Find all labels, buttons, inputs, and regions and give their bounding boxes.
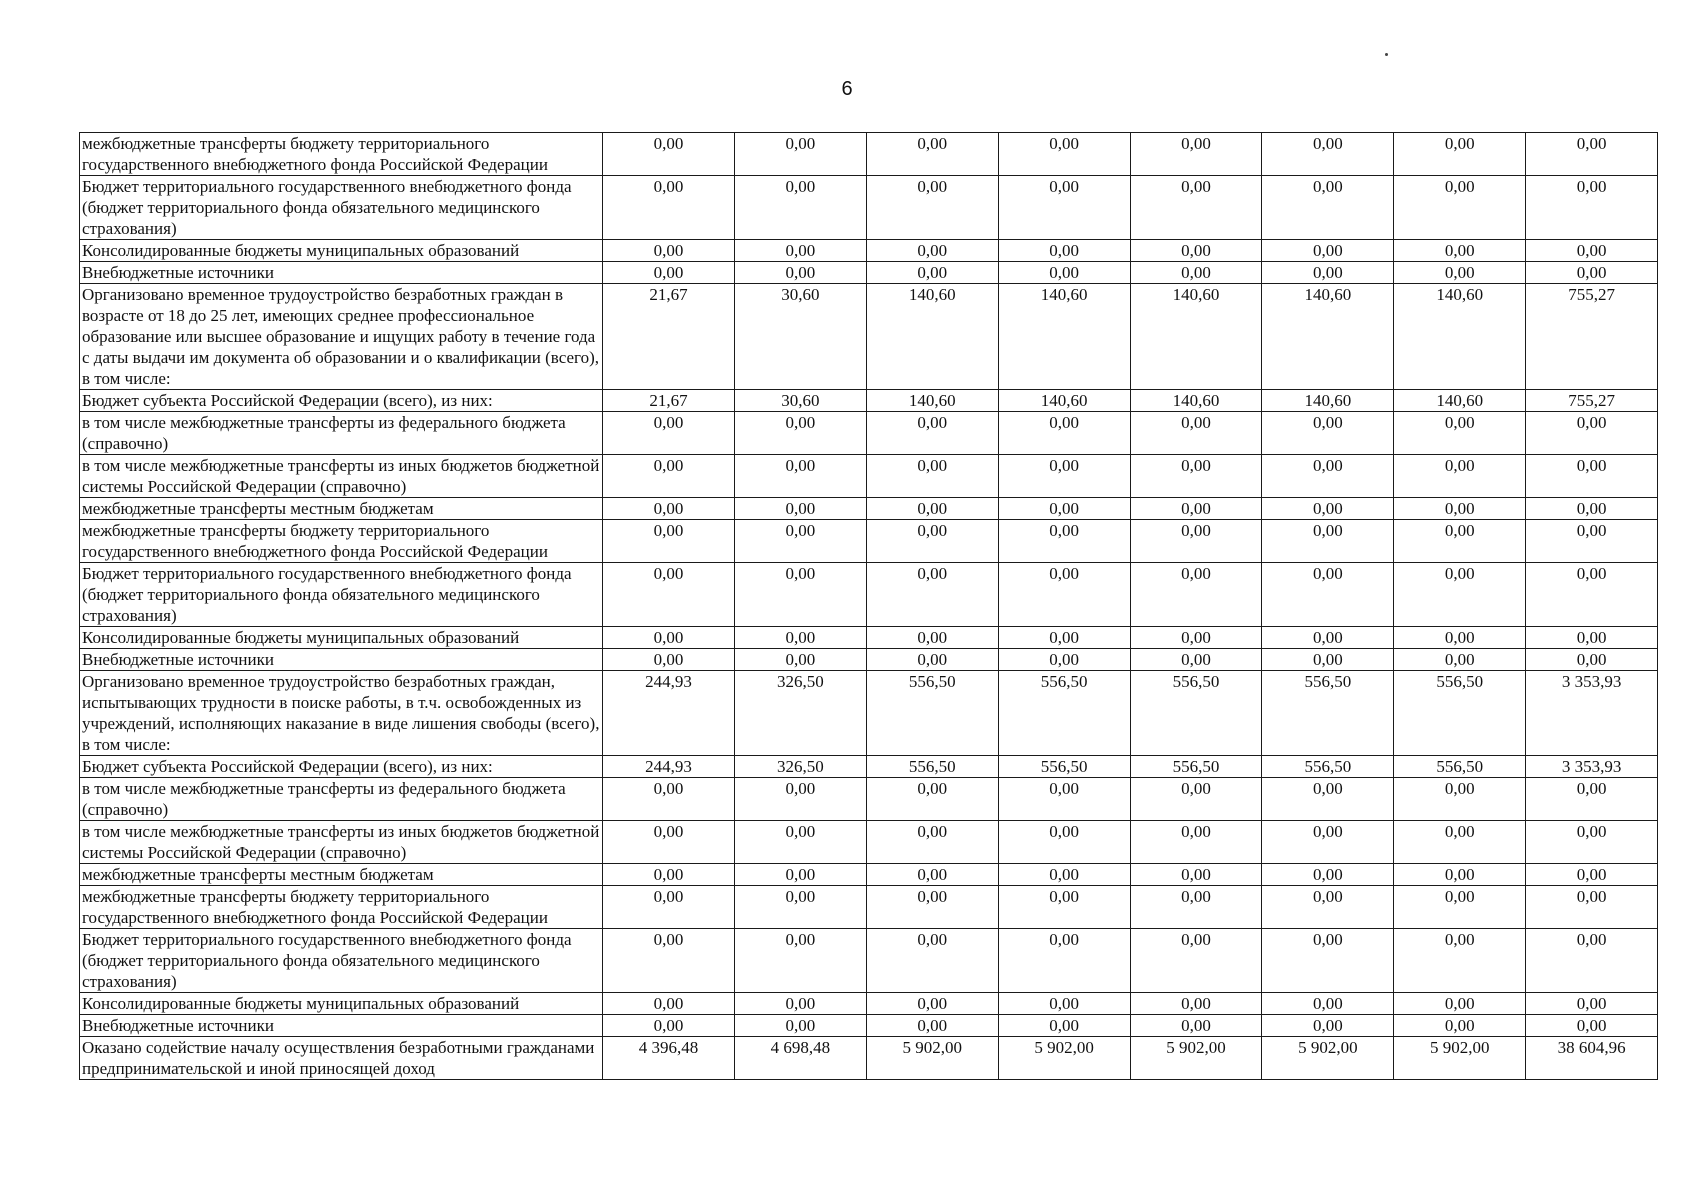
value-cell: 0,00 [603, 649, 735, 671]
table-row [80, 455, 1658, 498]
value-cell: 0,00 [734, 1015, 866, 1037]
value-cell: 0,00 [1394, 455, 1526, 498]
value-cell: 0,00 [1262, 520, 1394, 563]
row-label: Организовано временное трудоустройство безработных граждан в возрасте от 18 до 25 лет, имеющих среднее профессиональное образование или высшее образование и ищущих работу в течение года с даты выдачи им документа об образовании и о квалификации (всего), в том числе: [80, 284, 603, 390]
value-cell: 0,00 [1526, 262, 1658, 284]
value-cell: 0,00 [1262, 627, 1394, 649]
value-cell: 0,00 [1130, 649, 1262, 671]
value-cell: 0,00 [1526, 864, 1658, 886]
value-cell: 755,27 [1526, 284, 1658, 390]
value-cell: 3 353,93 [1526, 671, 1658, 756]
value-cell: 0,00 [1526, 778, 1658, 821]
value-cell: 0,00 [1394, 929, 1526, 993]
value-cell: 0,00 [998, 821, 1130, 864]
value-cell: 0,00 [603, 498, 735, 520]
row-label: в том числе межбюджетные трансферты из иных бюджетов бюджетной системы Российской Федерации (справочно) [80, 821, 603, 864]
value-cell: 140,60 [998, 390, 1130, 412]
value-cell: 0,00 [603, 778, 735, 821]
value-cell: 0,00 [734, 993, 866, 1015]
row-label: Консолидированные бюджеты муниципальных образований [80, 627, 603, 649]
value-cell: 0,00 [1130, 133, 1262, 176]
row-label: межбюджетные трансферты бюджету территориального государственного внебюджетного фонда Российской Федерации [80, 133, 603, 176]
value-cell: 556,50 [866, 756, 998, 778]
row-label: Консолидированные бюджеты муниципальных образований [80, 993, 603, 1015]
value-cell: 0,00 [1262, 821, 1394, 864]
value-cell: 0,00 [1130, 821, 1262, 864]
value-cell: 0,00 [1130, 778, 1262, 821]
value-cell: 30,60 [734, 390, 866, 412]
row-label: Бюджет территориального государственного внебюджетного фонда (бюджет территориального фонда обязательного медицинского страхования) [80, 929, 603, 993]
value-cell: 0,00 [603, 520, 735, 563]
value-cell: 0,00 [1394, 563, 1526, 627]
table-row [80, 520, 1658, 563]
value-cell: 0,00 [1394, 133, 1526, 176]
value-cell: 0,00 [1130, 886, 1262, 929]
value-cell: 0,00 [998, 262, 1130, 284]
value-cell: 0,00 [1394, 993, 1526, 1015]
value-cell: 5 902,00 [866, 1037, 998, 1080]
row-label: Организовано временное трудоустройство безработных граждан, испытывающих трудности в поиске работы, в т.ч. освобожденных из учреждений, исполняющих наказание в виде лишения свободы (всего), в том числе: [80, 671, 603, 756]
value-cell: 0,00 [998, 455, 1130, 498]
value-cell: 0,00 [866, 133, 998, 176]
value-cell: 0,00 [1262, 498, 1394, 520]
value-cell: 0,00 [1130, 455, 1262, 498]
value-cell: 0,00 [1394, 412, 1526, 455]
value-cell: 0,00 [1394, 1015, 1526, 1037]
value-cell: 0,00 [866, 627, 998, 649]
value-cell: 0,00 [1394, 627, 1526, 649]
value-cell: 4 396,48 [603, 1037, 735, 1080]
value-cell: 140,60 [866, 284, 998, 390]
value-cell: 0,00 [734, 778, 866, 821]
value-cell: 0,00 [998, 929, 1130, 993]
budget-table [79, 132, 1658, 1080]
value-cell: 0,00 [734, 262, 866, 284]
value-cell: 0,00 [734, 520, 866, 563]
value-cell: 21,67 [603, 390, 735, 412]
value-cell: 0,00 [1394, 821, 1526, 864]
value-cell: 0,00 [1130, 1015, 1262, 1037]
value-cell: 0,00 [734, 649, 866, 671]
value-cell: 0,00 [866, 176, 998, 240]
row-label: в том числе межбюджетные трансферты из иных бюджетов бюджетной системы Российской Федерации (справочно) [80, 455, 603, 498]
value-cell: 0,00 [603, 412, 735, 455]
row-label: межбюджетные трансферты местным бюджетам [80, 864, 603, 886]
row-label: Бюджет территориального государственного внебюджетного фонда (бюджет территориального фонда обязательного медицинского страхования) [80, 176, 603, 240]
value-cell: 0,00 [1526, 498, 1658, 520]
table-row [80, 390, 1658, 412]
row-label: Консолидированные бюджеты муниципальных образований [80, 240, 603, 262]
value-cell: 0,00 [998, 993, 1130, 1015]
value-cell: 0,00 [734, 929, 866, 993]
value-cell: 0,00 [1262, 262, 1394, 284]
value-cell: 0,00 [1262, 929, 1394, 993]
value-cell: 0,00 [1262, 778, 1394, 821]
value-cell: 556,50 [1130, 671, 1262, 756]
table-row [80, 284, 1658, 390]
value-cell: 0,00 [1130, 176, 1262, 240]
table-row [80, 929, 1658, 993]
value-cell: 0,00 [866, 1015, 998, 1037]
value-cell: 0,00 [1394, 520, 1526, 563]
value-cell: 0,00 [1526, 133, 1658, 176]
value-cell: 0,00 [998, 176, 1130, 240]
value-cell: 0,00 [1262, 412, 1394, 455]
table-row [80, 262, 1658, 284]
value-cell: 0,00 [1526, 1015, 1658, 1037]
value-cell: 0,00 [998, 240, 1130, 262]
value-cell: 556,50 [1394, 671, 1526, 756]
table-row [80, 240, 1658, 262]
scan-speck [1385, 53, 1388, 56]
row-label: межбюджетные трансферты бюджету территориального государственного внебюджетного фонда Российской Федерации [80, 886, 603, 929]
value-cell: 21,67 [603, 284, 735, 390]
value-cell: 140,60 [1262, 284, 1394, 390]
value-cell: 0,00 [603, 627, 735, 649]
value-cell: 0,00 [1130, 240, 1262, 262]
value-cell: 140,60 [1130, 390, 1262, 412]
table-row [80, 498, 1658, 520]
value-cell: 0,00 [1262, 133, 1394, 176]
value-cell: 4 698,48 [734, 1037, 866, 1080]
value-cell: 0,00 [1526, 821, 1658, 864]
value-cell: 0,00 [603, 133, 735, 176]
value-cell: 326,50 [734, 671, 866, 756]
value-cell: 0,00 [1526, 455, 1658, 498]
value-cell: 0,00 [866, 563, 998, 627]
table-row [80, 627, 1658, 649]
value-cell: 0,00 [1130, 520, 1262, 563]
table-row [80, 1015, 1658, 1037]
value-cell: 0,00 [1394, 778, 1526, 821]
value-cell: 0,00 [866, 262, 998, 284]
value-cell: 556,50 [866, 671, 998, 756]
value-cell: 0,00 [1262, 240, 1394, 262]
value-cell: 556,50 [998, 671, 1130, 756]
value-cell: 0,00 [1526, 929, 1658, 993]
value-cell: 0,00 [734, 864, 866, 886]
value-cell: 0,00 [734, 821, 866, 864]
value-cell: 38 604,96 [1526, 1037, 1658, 1080]
value-cell: 0,00 [866, 412, 998, 455]
value-cell: 0,00 [734, 498, 866, 520]
value-cell: 0,00 [866, 778, 998, 821]
value-cell: 3 353,93 [1526, 756, 1658, 778]
value-cell: 0,00 [1526, 412, 1658, 455]
row-label: в том числе межбюджетные трансферты из федерального бюджета (справочно) [80, 778, 603, 821]
value-cell: 0,00 [1130, 993, 1262, 1015]
value-cell: 244,93 [603, 756, 735, 778]
value-cell: 0,00 [1262, 563, 1394, 627]
value-cell: 0,00 [603, 455, 735, 498]
value-cell: 0,00 [1394, 262, 1526, 284]
value-cell: 0,00 [1130, 498, 1262, 520]
value-cell: 0,00 [1130, 929, 1262, 993]
value-cell: 0,00 [998, 864, 1130, 886]
value-cell: 0,00 [1262, 1015, 1394, 1037]
value-cell: 0,00 [1526, 627, 1658, 649]
value-cell: 0,00 [1262, 176, 1394, 240]
value-cell: 556,50 [1262, 756, 1394, 778]
value-cell: 556,50 [1262, 671, 1394, 756]
value-cell: 0,00 [998, 498, 1130, 520]
value-cell: 0,00 [998, 133, 1130, 176]
value-cell: 0,00 [603, 1015, 735, 1037]
value-cell: 0,00 [603, 240, 735, 262]
value-cell: 5 902,00 [1262, 1037, 1394, 1080]
value-cell: 0,00 [1130, 864, 1262, 886]
value-cell: 5 902,00 [1130, 1037, 1262, 1080]
value-cell: 140,60 [1262, 390, 1394, 412]
table-row [80, 133, 1658, 176]
value-cell: 0,00 [1526, 649, 1658, 671]
row-label: Внебюджетные источники [80, 649, 603, 671]
value-cell: 556,50 [1130, 756, 1262, 778]
budget-table-body [80, 133, 1658, 1080]
value-cell: 0,00 [734, 563, 866, 627]
value-cell: 0,00 [1394, 649, 1526, 671]
value-cell: 0,00 [603, 886, 735, 929]
row-label: в том числе межбюджетные трансферты из федерального бюджета (справочно) [80, 412, 603, 455]
value-cell: 0,00 [998, 627, 1130, 649]
value-cell: 0,00 [1262, 864, 1394, 886]
value-cell: 0,00 [1394, 498, 1526, 520]
value-cell: 5 902,00 [998, 1037, 1130, 1080]
value-cell: 0,00 [603, 176, 735, 240]
table-row [80, 649, 1658, 671]
table-row [80, 756, 1658, 778]
value-cell: 0,00 [603, 864, 735, 886]
value-cell: 0,00 [998, 412, 1130, 455]
value-cell: 0,00 [603, 563, 735, 627]
value-cell: 0,00 [1130, 262, 1262, 284]
value-cell: 0,00 [866, 455, 998, 498]
value-cell: 0,00 [866, 821, 998, 864]
value-cell: 0,00 [1394, 176, 1526, 240]
value-cell: 0,00 [866, 864, 998, 886]
table-row [80, 176, 1658, 240]
value-cell: 140,60 [998, 284, 1130, 390]
value-cell: 0,00 [734, 455, 866, 498]
value-cell: 30,60 [734, 284, 866, 390]
value-cell: 0,00 [603, 993, 735, 1015]
value-cell: 0,00 [603, 929, 735, 993]
value-cell: 0,00 [1526, 240, 1658, 262]
value-cell: 0,00 [603, 262, 735, 284]
value-cell: 0,00 [998, 886, 1130, 929]
row-label: Бюджет субъекта Российской Федерации (всего), из них: [80, 756, 603, 778]
row-label: Бюджет территориального государственного внебюджетного фонда (бюджет территориального фонда обязательного медицинского страхования) [80, 563, 603, 627]
value-cell: 0,00 [1262, 993, 1394, 1015]
value-cell: 0,00 [734, 133, 866, 176]
value-cell: 0,00 [1262, 886, 1394, 929]
row-label: Оказано содействие началу осуществления безработными гражданами предпринимательской и иной приносящей доход [80, 1037, 603, 1080]
value-cell: 140,60 [1130, 284, 1262, 390]
value-cell: 0,00 [1394, 864, 1526, 886]
value-cell: 0,00 [998, 1015, 1130, 1037]
value-cell: 755,27 [1526, 390, 1658, 412]
value-cell: 140,60 [1394, 284, 1526, 390]
value-cell: 556,50 [998, 756, 1130, 778]
value-cell: 0,00 [866, 929, 998, 993]
value-cell: 0,00 [998, 563, 1130, 627]
table-row [80, 886, 1658, 929]
value-cell: 5 902,00 [1394, 1037, 1526, 1080]
value-cell: 0,00 [734, 176, 866, 240]
value-cell: 0,00 [998, 649, 1130, 671]
value-cell: 326,50 [734, 756, 866, 778]
row-label: межбюджетные трансферты бюджету территориального государственного внебюджетного фонда Российской Федерации [80, 520, 603, 563]
value-cell: 0,00 [734, 627, 866, 649]
value-cell: 0,00 [1526, 176, 1658, 240]
value-cell: 556,50 [1394, 756, 1526, 778]
value-cell: 0,00 [1262, 455, 1394, 498]
value-cell: 244,93 [603, 671, 735, 756]
value-cell: 0,00 [1394, 886, 1526, 929]
value-cell: 0,00 [1526, 520, 1658, 563]
value-cell: 0,00 [998, 778, 1130, 821]
table-row [80, 563, 1658, 627]
row-label: Бюджет субъекта Российской Федерации (всего), из них: [80, 390, 603, 412]
row-label: межбюджетные трансферты местным бюджетам [80, 498, 603, 520]
table-row [80, 864, 1658, 886]
value-cell: 0,00 [1130, 627, 1262, 649]
table-row [80, 778, 1658, 821]
value-cell: 0,00 [1526, 886, 1658, 929]
value-cell: 0,00 [1130, 412, 1262, 455]
value-cell: 140,60 [866, 390, 998, 412]
value-cell: 140,60 [1394, 390, 1526, 412]
value-cell: 0,00 [866, 886, 998, 929]
value-cell: 0,00 [998, 520, 1130, 563]
table-row [80, 993, 1658, 1015]
page-number: 6 [841, 78, 853, 100]
value-cell: 0,00 [603, 821, 735, 864]
value-cell: 0,00 [866, 498, 998, 520]
value-cell: 0,00 [734, 412, 866, 455]
row-label: Внебюджетные источники [80, 262, 603, 284]
value-cell: 0,00 [734, 886, 866, 929]
value-cell: 0,00 [1526, 563, 1658, 627]
value-cell: 0,00 [866, 649, 998, 671]
value-cell: 0,00 [866, 240, 998, 262]
value-cell: 0,00 [1130, 563, 1262, 627]
value-cell: 0,00 [734, 240, 866, 262]
value-cell: 0,00 [1394, 240, 1526, 262]
table-row [80, 1037, 1658, 1080]
value-cell: 0,00 [866, 520, 998, 563]
row-label: Внебюджетные источники [80, 1015, 603, 1037]
table-row [80, 821, 1658, 864]
value-cell: 0,00 [1262, 649, 1394, 671]
value-cell: 0,00 [866, 993, 998, 1015]
table-row [80, 671, 1658, 756]
table-row [80, 412, 1658, 455]
value-cell: 0,00 [1526, 993, 1658, 1015]
